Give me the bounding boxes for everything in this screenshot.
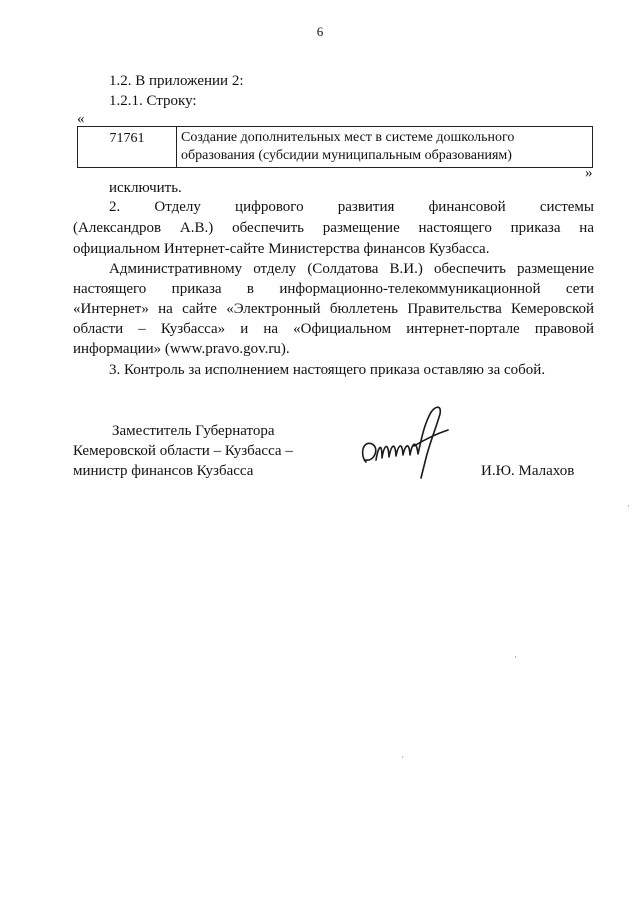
close-quote: » <box>585 165 593 181</box>
item-3-text: 3. Контроль за исполнением настоящего приказа оставляю за собой. <box>109 362 546 378</box>
item-2-line-2: (Александров А.В.) обеспечить размещение настоящего приказа на <box>73 220 594 236</box>
item-2-line-1: 2. Отделу цифрового развития финансовой системы <box>109 199 594 215</box>
handwritten-signature <box>352 400 462 480</box>
signatory-title-line-2: Кемеровской области – Кузбасса – <box>73 443 293 459</box>
table-row <box>78 127 593 168</box>
table-cell-description <box>177 127 593 168</box>
budget-code-table <box>77 126 593 168</box>
exclude-text: исключить. <box>109 180 182 196</box>
signatory-name: И.Ю. Малахов <box>481 463 575 479</box>
admin-line-2: настоящего приказа в информационно-телекоммуникационной сети <box>73 281 594 297</box>
page-number: 6 <box>316 24 324 39</box>
open-quote: « <box>77 111 85 127</box>
admin-line-1: Административному отделу (Солдатова В.И.) обеспечить размещение <box>109 261 594 277</box>
scan-speck <box>402 756 403 758</box>
item-2-line-3: официальном Интернет-сайте Министерства финансов Кузбасса. <box>73 241 490 257</box>
signatory-title-line-1: Заместитель Губернатора <box>112 423 275 439</box>
signatory-title-line-3: министр финансов Кузбасса <box>73 463 254 479</box>
table-cell-code: 71761 <box>78 127 177 168</box>
admin-line-5: информации» (www.pravo.gov.ru). <box>73 341 290 357</box>
description-line: образования (субсидии муниципальным образованиям) <box>181 148 512 163</box>
section-heading: 1.2. В приложении 2: <box>109 73 244 89</box>
description-line: Создание дополнительных мест в системе дошкольного <box>181 130 515 145</box>
admin-line-4: области – Кузбасса» и на «Официальном интернет-портале правовой <box>73 321 594 337</box>
scan-speck <box>628 505 629 507</box>
subsection-heading: 1.2.1. Строку: <box>109 93 197 109</box>
admin-line-3: «Интернет» на сайте «Электронный бюллетень Правительства Кемеровской <box>73 301 594 317</box>
scan-speck <box>515 656 516 658</box>
